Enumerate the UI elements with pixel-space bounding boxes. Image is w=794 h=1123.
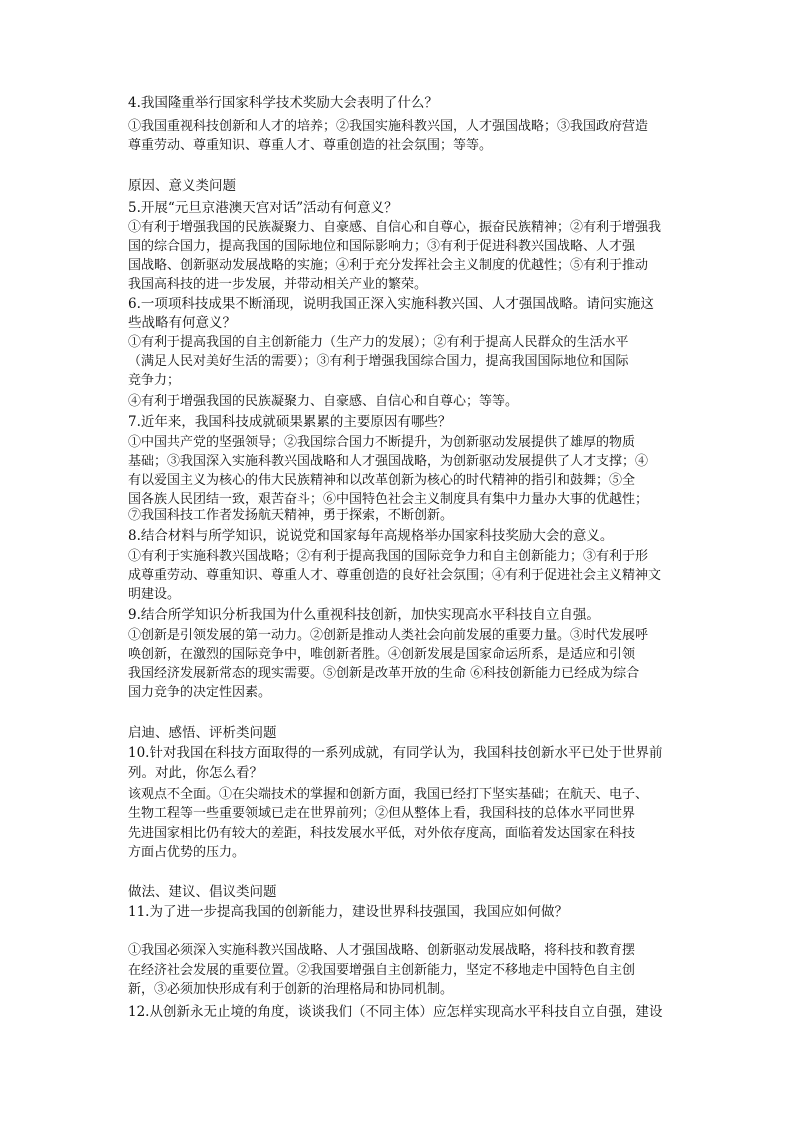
answer-line: 有以爱国主义为核心的伟大民族精神和以改革创新为核心的时代精神的指引和鼓舞；⑤全 xyxy=(128,473,636,488)
answer-line: 该观点不全面。①在尖端技术的掌握和创新方面，我国已经打下坚实基础；在航天、电子、 xyxy=(128,787,649,802)
answer-line: 生物工程等一些重要领域已走在世界前列；②但从整体上看，我国科技的总体水平同世界 xyxy=(128,806,636,821)
answer-line: 在经济社会发展的重要位置。②我国要增强自主创新能力，坚定不移地走中国特色自主创 xyxy=(128,963,636,978)
answer-line: 基础；③我国深入实施科教兴国战略和人才强国战略，为创新驱动发展提供了人才支撑；④ xyxy=(128,454,649,469)
question-6-cont: 些战略有何意义？ xyxy=(128,315,236,331)
answer-line: （满足人民对美好生活的需要）；③有利于增强我国综合国力，提高我国国际地位和国际 xyxy=(128,354,629,369)
answer-line: 我国高科技的进一步发展，并带动相关产业的繁荣。 xyxy=(128,277,428,292)
answer-line: 国的综合国力，提高我国的国际地位和国际影响力；③有利于促进科教兴国战略、人才强 xyxy=(128,239,636,254)
answer-line: ①有利于提高我国的自主创新能力（生产力的发展）；②有利于提高人民群众的生活水平 xyxy=(128,335,629,350)
answer-line: 新，③必须加快形成有利于创新的治理格局和协同机制。 xyxy=(128,982,454,997)
question-11: 11.为了进一步提高我国的创新能力，建设世界科技强国，我国应如何做？ xyxy=(128,904,568,920)
answer-line: ④有利于增强我国的民族凝聚力、自豪感、自信心和自尊心；等等。 xyxy=(128,394,519,409)
question-6: 6.一项项科技成果不断涌现，说明我国正深入实施科教兴国、人才强国战略。请问实施这 xyxy=(128,296,654,312)
question-10-cont: 列。对此，你怎么看？ xyxy=(128,765,263,781)
answer-line: 先进国家相比仍有较大的差距，科技发展水平低，对外依存度高，面临着发达国家在科技 xyxy=(128,826,636,841)
question-12: 12.从创新永无止境的角度，谈谈我们（不同主体）应怎样实现高水平科技自立自强，建设 xyxy=(128,1004,663,1020)
answer-line: ①创新是引领发展的第一动力。②创新是推动人类社会向前发展的重要力量。③时代发展呼 xyxy=(128,628,649,643)
answer-line: 成尊重劳动、尊重知识、尊重人才、尊重创造的良好社会氛围；④有利于促进社会主义精神文 xyxy=(128,568,662,583)
answer-line: ①有利于实施科教兴国战略；②有利于提高我国的国际竞争力和自主创新能力；③有利于形 xyxy=(128,549,649,564)
answer-line: ①有利于增强我国的民族凝聚力、自豪感、自信心和自尊心，振奋民族精神；②有利于增强我 xyxy=(128,220,662,235)
answer-line: 国各族人民团结一致，艰苦奋斗；⑥中国特色社会主义制度具有集中力量办大事的优越性； xyxy=(128,492,649,507)
question-5: 5.开展“元旦京港澳天宫对话”活动有何意义？ xyxy=(128,200,398,216)
answer-line: 尊重劳动、尊重知识、尊重人才、尊重创造的社会氛围；等等。 xyxy=(128,138,493,153)
answer-line: 国力竞争的决定性因素。 xyxy=(128,685,272,700)
answer-line: 唤创新，在激烈的国际竞争中，唯创新者胜。④创新发展是国家命运所系，是适应和引领 xyxy=(128,647,636,662)
answer-line: ⑦我国科技工作者发扬航天精神，勇于探索，不断创新。 xyxy=(128,508,454,523)
question-9: 9.结合所学知识分析我国为什么重视科技创新，加快实现高水平科技自立自强。 xyxy=(128,607,600,623)
answer-line: ①中国共产党的坚强领导；②我国综合国力不断提升，为创新驱动发展提供了雄厚的物质 xyxy=(128,435,636,450)
answer-line: 方面占优势的压力。 xyxy=(128,845,246,860)
question-7: 7.近年来，我国科技成就硕果累累的主要原因有哪些？ xyxy=(128,414,452,430)
answer-line: ①我国重视科技创新和人才的培养；②我国实施科教兴国，人才强国战略；③我国政府营造 xyxy=(128,119,649,134)
question-10: 10.针对我国在科技方面取得的一系列成就，有同学认为，我国科技创新水平已处于世界前 xyxy=(128,745,663,761)
answer-line: 国战略、创新驱动发展战略的实施；④利于充分发挥社会主义制度的优越性；⑤有利于推动 xyxy=(128,258,649,273)
section-heading-actions: 做法、建议、倡议类问题 xyxy=(128,884,277,900)
answer-line: ①我国必须深入实施科教兴国战略、人才强国战略、创新驱动发展战略，将科技和教育摆 xyxy=(128,943,636,958)
section-heading-reflection: 启迪、感悟、评析类问题 xyxy=(128,725,277,741)
answer-line: 我国经济发展新常态的现实需要。⑤创新是改革开放的生命 ⑥科技创新能力已经成为综合 xyxy=(128,666,640,681)
answer-line: 竞争力； xyxy=(128,373,181,388)
answer-line: 明建设。 xyxy=(128,587,181,602)
section-heading-reason-meaning: 原因、意义类问题 xyxy=(128,178,236,194)
question-4: 4.我国隆重举行国家科学技术奖励大会表明了什么？ xyxy=(128,95,438,111)
question-8: 8.结合材料与所学知识，说说党和国家每年高规格举办国家科技奖励大会的意义。 xyxy=(128,528,614,544)
